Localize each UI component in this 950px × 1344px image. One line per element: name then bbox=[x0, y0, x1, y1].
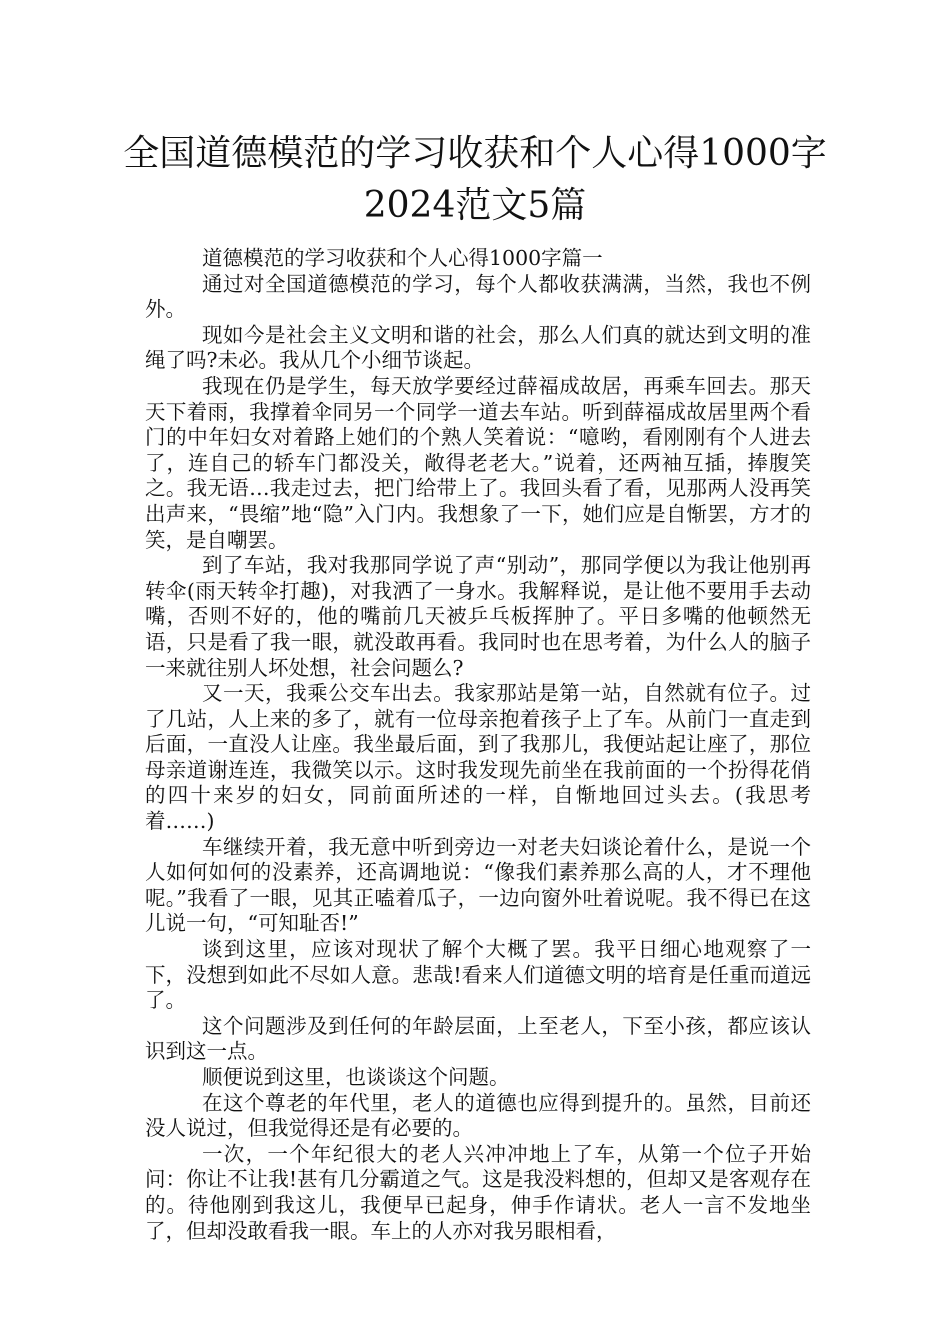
document-body bbox=[145, 246, 811, 1244]
paragraph: 顺便说到这里，也谈谈这个问题。 bbox=[202, 1065, 510, 1089]
section-heading: 道德模范的学习收获和个人心得1000字篇一 bbox=[202, 246, 603, 270]
paragraph: 又一天，我乘公交车出去。我家那站是第一站，自然就有位子。过了几站，人上来的多了，就有一位母亲抱着孩子上了车。从前门一直走到后面，一直没人让座。我坐最后面，到了我那儿，我便站起让座了，那位母亲道谢连连，我微笑以示。这时我发现先前坐在我前面的一个扮得花俏的四十来岁的妇女，同前面所述的一样，自惭地回过头去。(我思考着……) bbox=[145, 681, 811, 834]
paragraph: 通过对全国道德模范的学习，每个人都收获满满，当然，我也不例外。 bbox=[145, 271, 811, 322]
paragraph: 一次，一个年纪很大的老人兴冲冲地上了车，从第一个位子开始问：你让不让我!甚有几分霸道之气。这是我没料想的，但却又是客观存在的。待他刚到我这儿，我便早已起身，伸手作请状。老人一言不发地坐了，但却没敢看我一眼。车上的人亦对我另眼相看， bbox=[145, 1141, 811, 1243]
paragraph: 车继续开着，我无意中听到旁边一对老夫妇谈论着什么，是说一个人如何如何的没素养，还高调地说：“像我们素养那么高的人，才不理他呢。”我看了一眼，见其正嗑着瓜子，一边向窗外吐着说呢。我不得已在这儿说一句，“可知耻否!” bbox=[145, 834, 811, 936]
paragraph: 谈到这里，应该对现状了解个大概了罢。我平日细心地观察了一下，没想到如此不尽如人意。悲哉!看来人们道德文明的培育是任重而道远了。 bbox=[145, 937, 811, 1013]
paragraph: 到了车站，我对我那同学说了声“别动”，那同学便以为我让他别再转伞(雨天转伞打趣)，对我洒了一身水。我解释说，是让他不要用手去动嘴，否则不好的，他的嘴前几天被乒乓板挥肿了。平日多嘴的他顿然无语，只是看了我一眼，就没敢再看。我同时也在思考着，为什么人的脑子一来就往别人坏处想，社会问题么? bbox=[145, 553, 811, 680]
paragraph: 我现在仍是学生，每天放学要经过薛福成故居，再乘车回去。那天天下着雨，我撑着伞同另一个同学一道去车站。听到薛福成故居里两个看门的中年妇女对着路上她们的个熟人笑着说：“噫哟，看刚刚有个人进去了，连自己的轿车门都没关，敞得老老大。”说着，还两袖互插，捧腹笑之。我无语…我走过去，把门给带上了。我回头看了看，见那两人没再笑出声来，“畏缩”地“隐”入门内。我想象了一下，她们应是自惭罢，方才的笑，是自嘲罢。 bbox=[145, 373, 811, 552]
document-title: 全国道德模范的学习收获和个人心得1000字2024范文5篇 bbox=[123, 133, 827, 226]
paragraph: 在这个尊老的年代里，老人的道德也应得到提升的。虽然，目前还没人说过，但我觉得还是有必要的。 bbox=[145, 1090, 811, 1141]
paragraph: 现如今是社会主义文明和谐的社会，那么人们真的就达到文明的准绳了吗?未必。我从几个小细节谈起。 bbox=[145, 322, 811, 373]
paragraph: 这个问题涉及到任何的年龄层面，上至老人，下至小孩，都应该认识到这一点。 bbox=[145, 1013, 811, 1064]
